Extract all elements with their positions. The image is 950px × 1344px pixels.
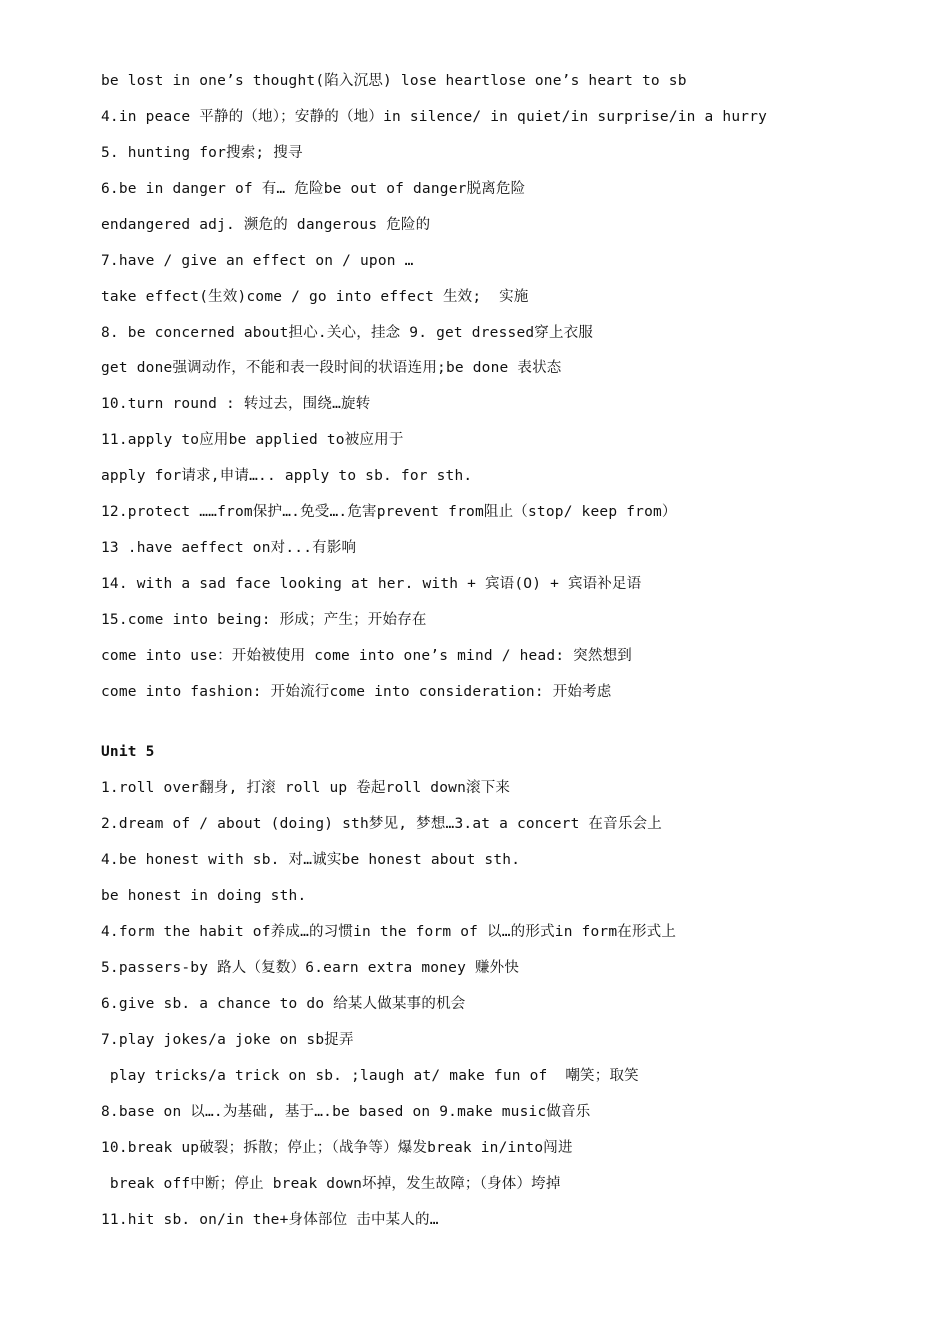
- text-line: 5. hunting for搜索; 搜寻: [101, 145, 303, 161]
- text-line: 12.protect ……from保护….免受….危害prevent from阻止（stop/ keep from）: [101, 504, 677, 520]
- text-line: play tricks/a trick on sb. ;laugh at/ make fun of 嘲笑；取笑: [101, 1068, 639, 1084]
- text-line: 13 .have aeffect on对...有影响: [101, 540, 357, 556]
- text-line: 15.come into being: 形成；产生；开始存在: [101, 612, 427, 628]
- text-line: 6.be in danger of 有… 危险be out of danger脱离危险: [101, 181, 526, 197]
- text-line: get done强调动作，不能和表一段时间的状语连用;be done 表状态: [101, 360, 562, 376]
- text-line: 8.base on 以….为基础, 基于….be based on 9.make music做音乐: [101, 1104, 591, 1120]
- section-heading: Unit 5: [101, 744, 155, 760]
- text-line: 14. with a sad face looking at her. with + 宾语(O) + 宾语补足语: [101, 576, 642, 592]
- text-line: 4.be honest with sb. 对…诚实be honest about sth.: [101, 852, 521, 868]
- text-line: take effect(生效)come / go into effect 生效; 实施: [101, 289, 529, 305]
- text-line: apply for请求,申请….. apply to sb. for sth.: [101, 468, 473, 484]
- text-line: break off中断；停止 break down坏掉，发生故障；（身体）垮掉: [101, 1176, 561, 1192]
- text-line: 10.turn round : 转过去，围绕…旋转: [101, 396, 371, 412]
- text-line: come into fashion: 开始流行come into consideration: 开始考虑: [101, 684, 612, 700]
- text-line: 5.passers-by 路人（复数）6.earn extra money 赚外快: [101, 960, 520, 976]
- text-line: 10.break up破裂；拆散；停止；（战争等）爆发break in/into闯进: [101, 1140, 573, 1156]
- text-line: 11.apply to应用be applied to被应用于: [101, 432, 404, 448]
- text-line: 4.form the habit of养成…的习惯in the form of 以…的形式in form在形式上: [101, 924, 677, 940]
- text-line: 4.in peace 平静的（地）；安静的（地）in silence/ in quiet/in surprise/in a hurry: [101, 109, 768, 125]
- text-line: endangered adj. 濒危的 dangerous 危险的: [101, 217, 431, 233]
- text-line: be lost in one’s thought(陷入沉思) lose heartlose one’s heart to sb: [101, 73, 687, 89]
- text-line: 11.hit sb. on/in the+身体部位 击中某人的…: [101, 1212, 439, 1228]
- text-line: 7.play jokes/a joke on sb捉弄: [101, 1032, 354, 1048]
- text-line: 2.dream of / about (doing) sth梦见, 梦想…3.at a concert 在音乐会上: [101, 816, 662, 832]
- text-line: 8. be concerned about担心.关心，挂念 9. get dressed穿上衣服: [101, 325, 594, 341]
- text-line: come into use：开始被使用 come into one’s mind / head: 突然想到: [101, 648, 632, 664]
- text-line: 7.have / give an effect on / upon …: [101, 253, 414, 269]
- text-line: 1.roll over翻身, 打滚 roll up 卷起roll down滚下来: [101, 780, 511, 796]
- text-line: 6.give sb. a chance to do 给某人做某事的机会: [101, 996, 466, 1012]
- text-line: be honest in doing sth.: [101, 888, 307, 904]
